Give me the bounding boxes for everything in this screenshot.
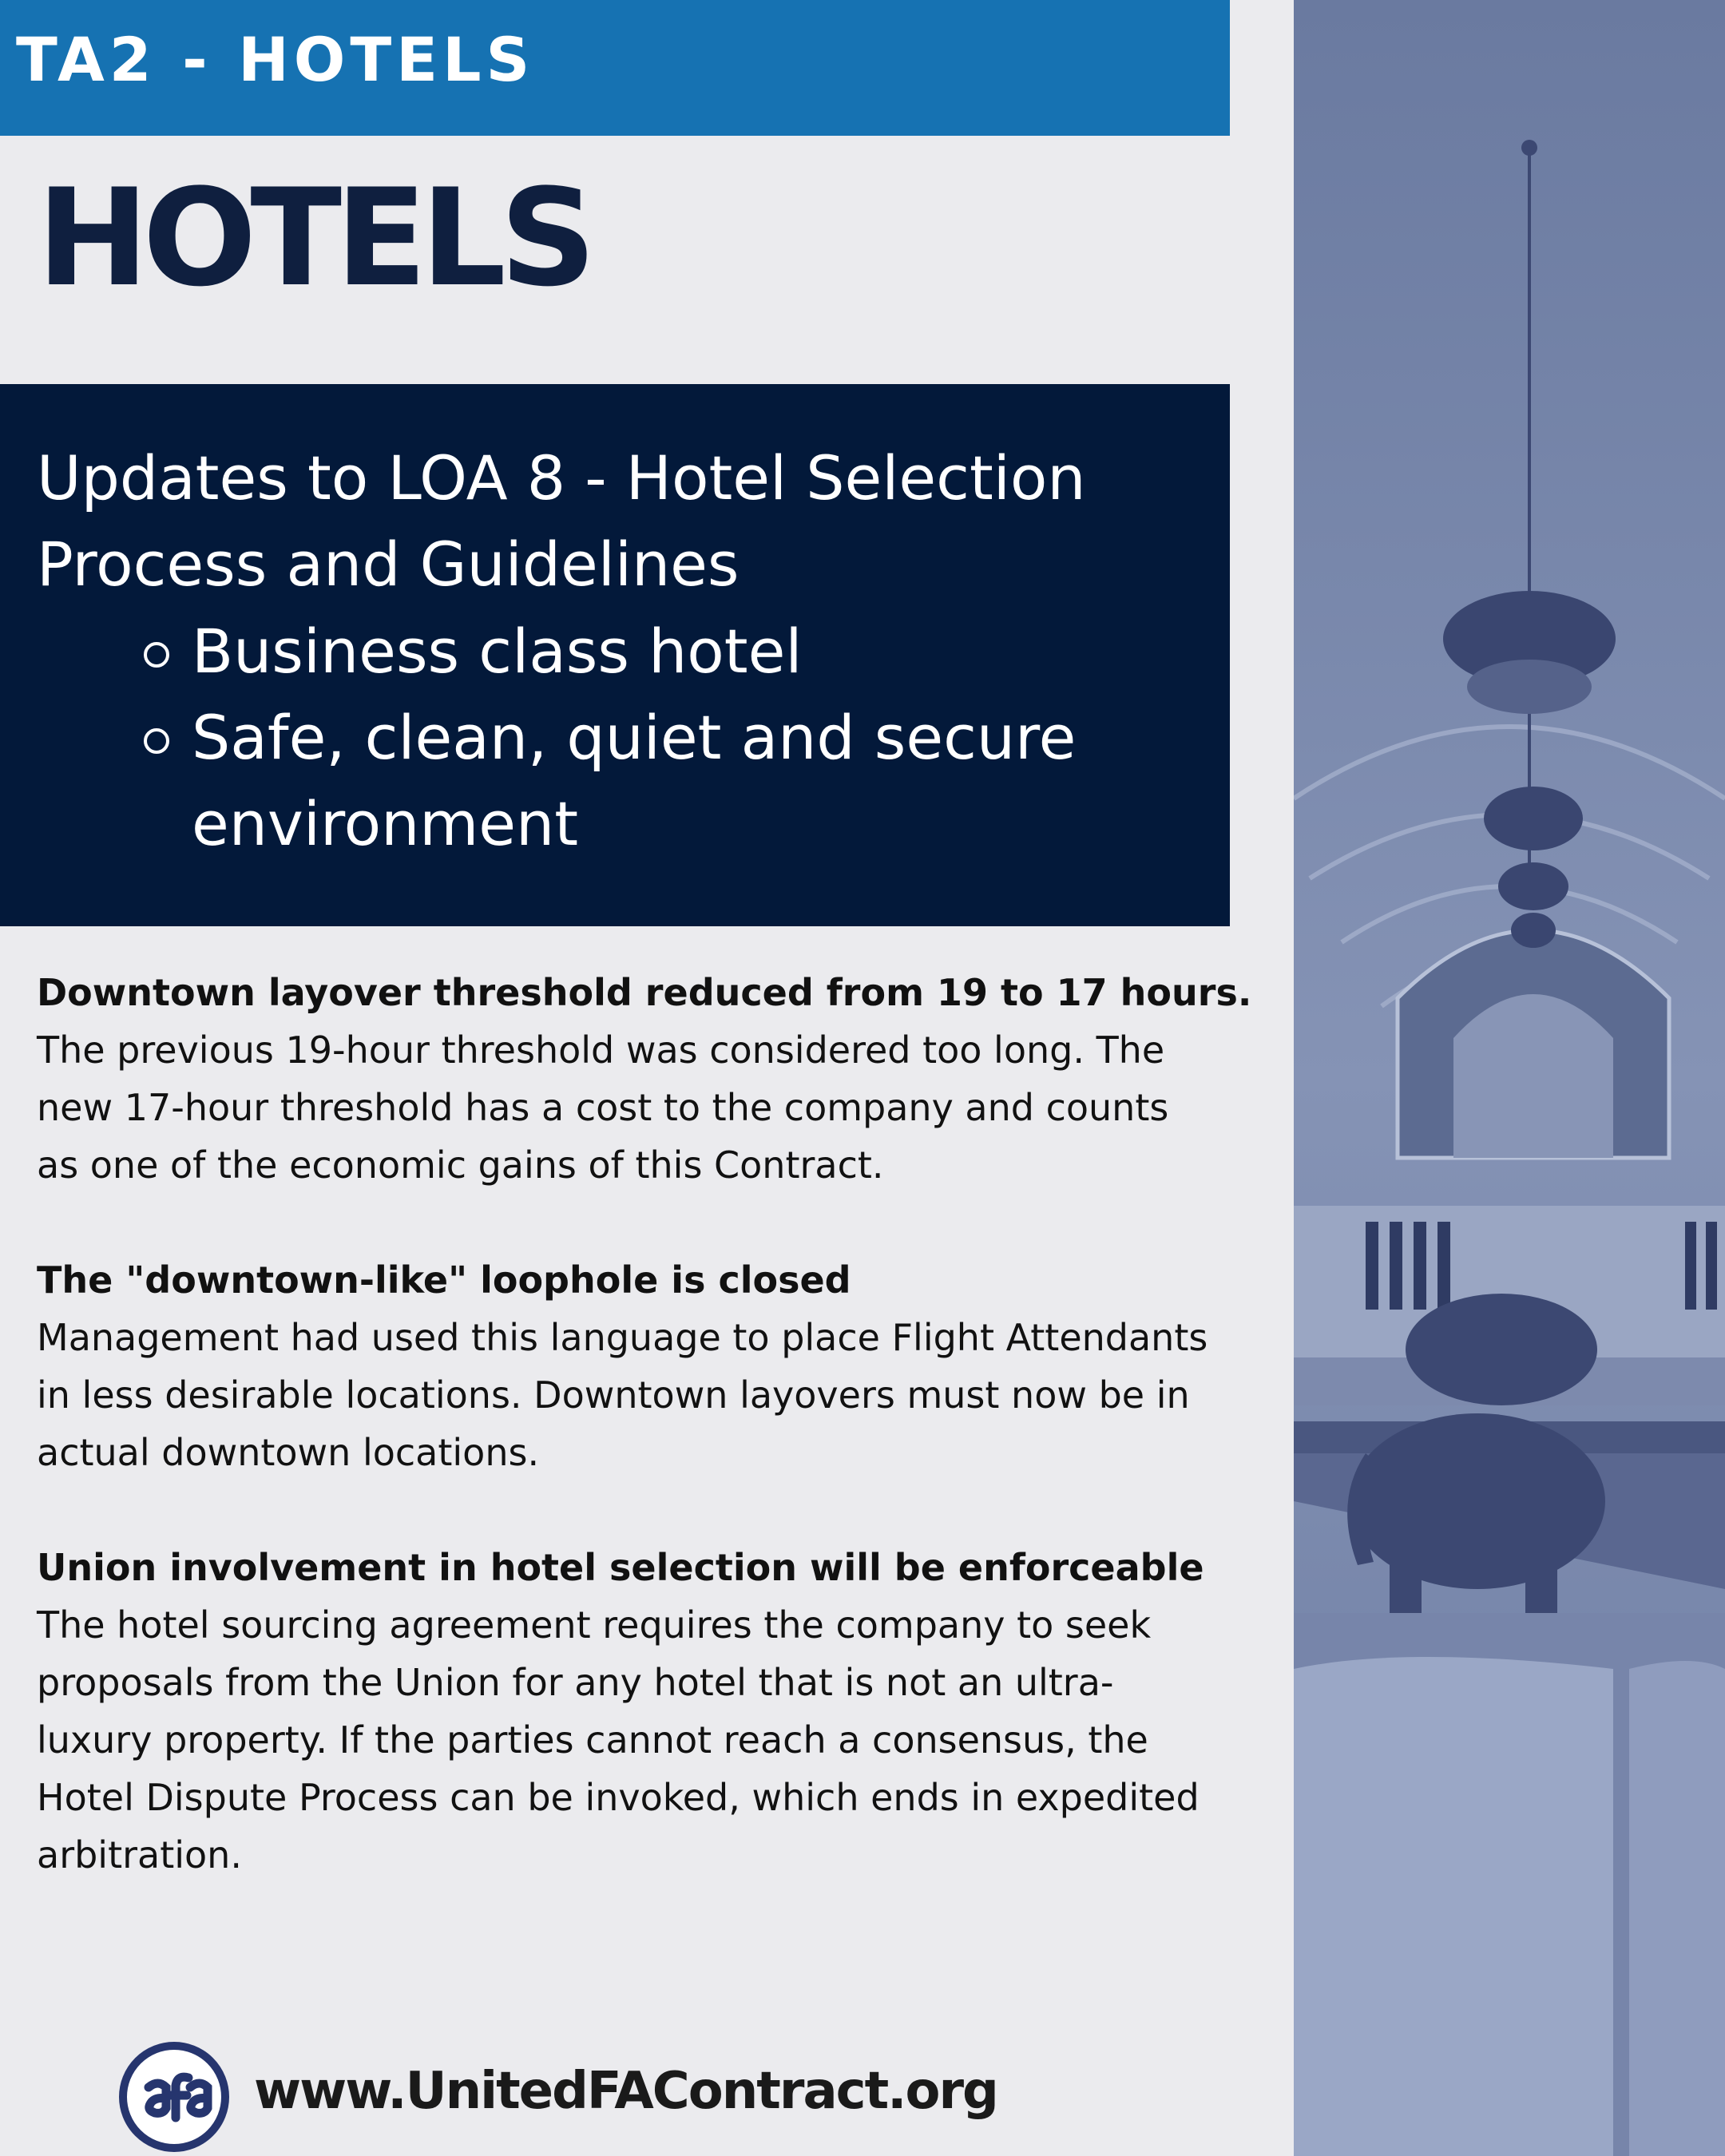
updates-bullet-item	[192, 608, 1198, 695]
updates-heading: Updates to LOA 8 - Hotel Selection Process and Guidelines	[37, 442, 1086, 600]
bullet-circle-icon	[144, 642, 169, 668]
section-body: Management had used this language to place Flight Attendants in less desirable locations. Downtown layovers must now be in actual downtown locations.	[37, 1316, 1208, 1474]
hotel-lobby-photo	[1294, 0, 1725, 2156]
section-body: The previous 19-hour threshold was considered too long. The new 17-hour threshold has a cost to the company and counts as one of the economic gains of this Contract.	[37, 1028, 1169, 1187]
page-title: HOTELS	[37, 160, 590, 316]
section-heading: The "downtown-like" loophole is closed	[37, 1258, 851, 1302]
section-downtown-threshold	[37, 964, 1252, 1194]
updates-bullet-item	[192, 695, 1198, 867]
section-heading: Downtown layover threshold reduced from 19 to 17 hours.	[37, 971, 1252, 1014]
bullet-text: Business class hotel	[192, 616, 803, 687]
section-body: The hotel sourcing agreement requires the company to seek proposals from the Union for any hotel that is not an ultra-luxury property. If the parties cannot reach a consensus, the Hotel Dispute Process can be invoked, which ends in expedited arbitration.	[37, 1603, 1200, 1877]
bullet-text: Safe, clean, quiet and secure environment	[192, 702, 1077, 859]
top-banner	[0, 0, 1230, 136]
footer-url: www.UnitedFAContract.org	[254, 2062, 997, 2121]
section-union-involvement	[37, 1539, 1219, 1884]
afa-logo-icon	[118, 2041, 230, 2153]
bullet-circle-icon	[144, 728, 169, 754]
banner-label: TA2 - HOTELS	[16, 24, 535, 95]
section-downtown-like-loophole	[37, 1251, 1219, 1481]
section-heading: Union involvement in hotel selection will be enforceable	[37, 1546, 1204, 1589]
